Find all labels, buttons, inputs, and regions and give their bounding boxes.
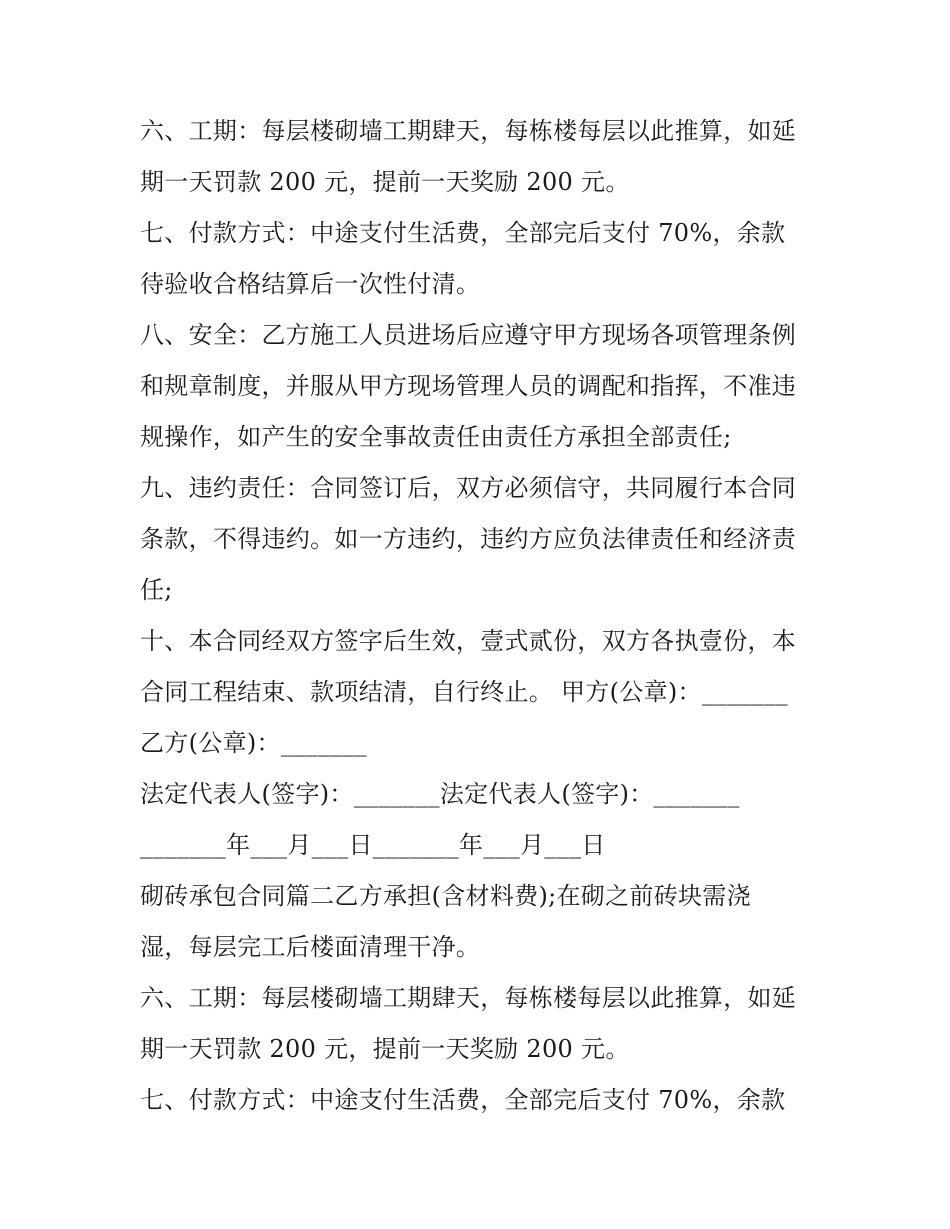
- text-line: 六、工期：每层楼砌墙工期肆天，每栋楼每层以此推算，如延: [140, 117, 797, 145]
- text-line: 九、违约责任：合同签订后，双方必须信守，共同履行本合同: [140, 474, 797, 502]
- text-line: 任;: [140, 576, 173, 604]
- text-line: 期一天罚款 200 元，提前一天奖励 200 元。: [140, 168, 630, 196]
- text-line: 七、付款方式：中途支付生活费，全部完后支付 70%，余款: [140, 1086, 786, 1114]
- text-line: 十、本合同经双方签字后生效，壹式贰份，双方各执壹份，本: [140, 627, 797, 655]
- text-line: 条款，不得违约。如一方违约，违约方应负法律责任和经济责: [140, 525, 797, 553]
- legal-representative-line: 法定代表人(签字)：_______法定代表人(签字)：_______: [140, 780, 740, 808]
- text-line: 八、安全：乙方施工人员进场后应遵守甲方现场各项管理条例: [140, 321, 797, 349]
- signature-line-party-b: 乙方(公章)：_______: [140, 729, 367, 757]
- signature-line-party-a: 合同工程结束、款项结清，自行终止。 甲方(公章)：_______: [140, 678, 788, 706]
- text-line: 砌砖承包合同篇二乙方承担(含材料费);在砌之前砖块需浇: [140, 882, 751, 910]
- text-line: 和规章制度，并服从甲方现场管理人员的调配和指挥，不准违: [140, 372, 797, 400]
- document-body: [140, 106, 830, 1126]
- text-line: 期一天罚款 200 元，提前一天奖励 200 元。: [140, 1035, 630, 1063]
- text-line: 规操作，如产生的安全事故责任由责任方承担全部责任;: [140, 423, 732, 451]
- text-line: 六、工期：每层楼砌墙工期肆天，每栋楼每层以此推算，如延: [140, 984, 797, 1012]
- text-line: 湿，每层完工后楼面清理干净。: [140, 933, 481, 961]
- text-line: 待验收合格结算后一次性付清。: [140, 270, 481, 298]
- date-line: _______年___月___日_______年___月___日: [140, 831, 606, 859]
- text-line: 七、付款方式：中途支付生活费，全部完后支付 70%，余款: [140, 219, 786, 247]
